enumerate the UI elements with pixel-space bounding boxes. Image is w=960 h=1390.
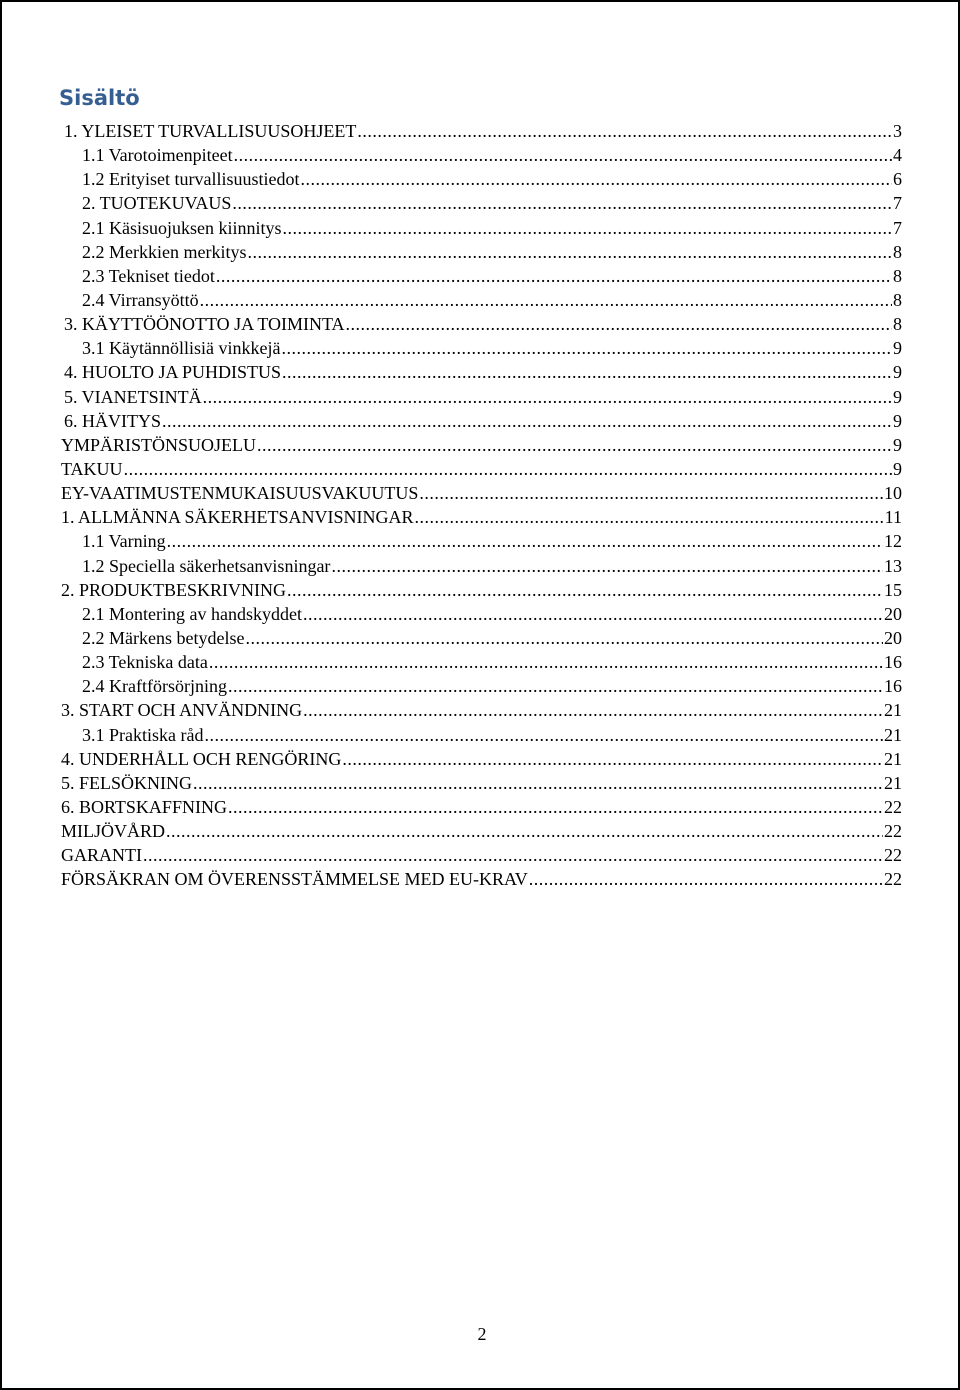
toc-entry-label: 5. FELSÖKNING	[61, 772, 193, 793]
toc-entry-page: 22	[884, 821, 902, 842]
toc-entry[interactable]	[61, 481, 902, 505]
toc-entry[interactable]	[61, 867, 902, 891]
toc-entry[interactable]	[61, 819, 902, 843]
toc-entry[interactable]	[61, 385, 902, 409]
toc-entry-page: 3	[893, 121, 902, 141]
toc-entry[interactable]	[61, 409, 902, 433]
toc-entry-label: 3. KÄYTTÖÖNOTTO JA TOIMINTA	[64, 314, 345, 335]
toc-entry-label: EY-VAATIMUSTENMUKAISUUSVAKUUTUS	[61, 483, 419, 504]
toc-entry-page: 8	[893, 265, 902, 286]
toc-entry-page: 7	[893, 217, 902, 238]
toc-entry[interactable]	[61, 312, 902, 336]
toc-dot-leader	[300, 167, 892, 191]
toc-entry-label: 6. BORTSKAFFNING	[61, 796, 227, 817]
toc-entry-page: 9	[893, 338, 902, 359]
toc-entry-label: 1.1 Varning	[82, 531, 166, 552]
toc-entry-label: 4. HUOLTO JA PUHDISTUS	[64, 362, 282, 383]
toc-entry-page: 9	[893, 410, 902, 431]
toc-entry-label: 4. UNDERHÅLL OCH RENGÖRING	[61, 748, 342, 769]
toc-entry[interactable]	[61, 795, 902, 819]
toc-dot-leader	[200, 288, 892, 312]
toc-entry-label: 5. VIANETSINTÄ	[64, 386, 202, 407]
toc-entry-page: 10	[884, 483, 902, 504]
toc-dot-leader	[287, 578, 883, 602]
toc-dot-leader	[357, 119, 892, 143]
toc-entry[interactable]	[61, 771, 902, 795]
toc-dot-leader	[303, 602, 883, 626]
toc-entry-page: 8	[893, 241, 902, 262]
toc-entry[interactable]	[61, 747, 902, 771]
toc-entry-page: 21	[884, 748, 902, 769]
toc-dot-leader	[166, 819, 883, 843]
toc-entry-label: 3.1 Käytännöllisiä vinkkejä	[82, 338, 281, 359]
page-number: 2	[477, 1324, 487, 1344]
toc-entry-label: 2. TUOTEKUVAUS	[82, 193, 232, 214]
toc-entry-label: 2. PRODUKTBESKRIVNING	[61, 579, 287, 600]
toc-entry-label: 1.2 Erityiset turvallisuustiedot	[82, 169, 300, 190]
toc-entry-page: 21	[884, 772, 902, 793]
toc-dot-leader	[342, 747, 883, 771]
toc-entry-label: 2.1 Montering av handskyddet	[82, 603, 302, 624]
toc-entry[interactable]	[61, 505, 902, 529]
toc-entry-page: 7	[893, 193, 902, 214]
toc-entry[interactable]	[61, 167, 902, 191]
toc-entry[interactable]	[61, 626, 902, 650]
toc-entry[interactable]	[61, 143, 902, 167]
toc-entry-page: 9	[893, 362, 902, 383]
toc-entry[interactable]	[61, 119, 902, 143]
toc-entry-label: 2.2 Merkkien merkitys	[82, 241, 247, 262]
toc-entry[interactable]	[61, 602, 902, 626]
toc-dot-leader	[331, 554, 883, 578]
toc-entry[interactable]	[61, 843, 902, 867]
toc-entry-page: 12	[884, 531, 902, 552]
toc-entry-label: 2.1 Käsisuojuksen kiinnitys	[82, 217, 282, 238]
toc-dot-leader	[415, 505, 884, 529]
toc-dot-leader	[245, 626, 883, 650]
toc-entry[interactable]	[61, 191, 902, 215]
toc-dot-leader	[282, 360, 892, 384]
toc-dot-leader	[203, 385, 892, 409]
toc-dot-leader	[209, 650, 883, 674]
toc-entry-page: 6	[893, 169, 902, 190]
toc-entry-page: 16	[884, 676, 902, 697]
toc-entry-page: 22	[884, 869, 902, 890]
toc-entry-label: 3. START OCH ANVÄNDNING	[61, 700, 303, 721]
toc-entry-page: 21	[884, 724, 902, 745]
toc-entry[interactable]	[61, 723, 902, 747]
toc-dot-leader	[232, 191, 892, 215]
toc-dot-leader	[204, 723, 883, 747]
toc-entry-label: 6. HÄVITYS	[64, 410, 161, 431]
toc-entry-label: 1.2 Speciella säkerhetsanvisningar	[82, 555, 331, 576]
toc-dot-leader	[216, 264, 892, 288]
toc-dot-leader	[419, 481, 883, 505]
toc-entry-label: 2.3 Tekniset tiedot	[82, 265, 215, 286]
toc-entry[interactable]	[61, 360, 902, 384]
toc-entry-page: 20	[884, 627, 902, 648]
toc-entry[interactable]	[61, 457, 902, 481]
toc-dot-leader	[346, 312, 892, 336]
toc-entry-label: YMPÄRISTÖNSUOJELU	[61, 434, 257, 455]
toc-entry-page: 15	[884, 579, 902, 600]
toc-entry-label: 2.2 Märkens betydelse	[82, 627, 245, 648]
toc-entry[interactable]	[61, 264, 902, 288]
toc-entry[interactable]	[61, 529, 902, 553]
toc-dot-leader	[167, 529, 883, 553]
toc-dot-leader	[228, 674, 883, 698]
toc-dot-leader	[283, 216, 892, 240]
toc-dot-leader	[193, 771, 883, 795]
toc-dot-leader	[124, 457, 892, 481]
toc-entry-page: 20	[884, 603, 902, 624]
toc-entry-page: 13	[884, 555, 902, 576]
toc-entry-label: 1. ALLMÄNNA SÄKERHETSANVISNINGAR	[61, 507, 414, 528]
toc-entry-label: 1. YLEISET TURVALLISUUSOHJEET	[64, 121, 357, 141]
toc-entry-label: 1.1 Varotoimenpiteet	[82, 145, 233, 166]
toc-dot-leader	[234, 143, 892, 167]
toc-entry-page: 9	[893, 434, 902, 455]
toc-entry-label: GARANTI	[61, 845, 142, 866]
toc-entry[interactable]	[61, 554, 902, 578]
toc-entry[interactable]	[61, 698, 902, 722]
toc-entry[interactable]	[61, 650, 902, 674]
toc-entry-page: 8	[893, 314, 902, 335]
toc-entry-page: 16	[884, 652, 902, 673]
toc-entry-page: 4	[893, 145, 902, 166]
toc-entry[interactable]	[61, 216, 902, 240]
toc-entry[interactable]	[61, 674, 902, 698]
toc-dot-leader	[247, 240, 892, 264]
toc-entry-label: FÖRSÄKRAN OM ÖVERENSSTÄMMELSE MED EU-KRAV	[61, 869, 528, 890]
toc-dot-leader	[162, 409, 892, 433]
toc-entry[interactable]	[61, 336, 902, 360]
toc-entry-label: TAKUU	[61, 458, 123, 479]
toc-entry[interactable]	[61, 288, 902, 312]
toc-dot-leader	[303, 698, 883, 722]
toc-entry-label: 2.3 Tekniska data	[82, 652, 208, 673]
toc-entry-label: 2.4 Kraftförsörjning	[82, 676, 227, 697]
table-of-contents	[61, 119, 902, 892]
toc-entry-page: 21	[884, 700, 902, 721]
toc-dot-leader	[143, 843, 883, 867]
toc-entry-page: 9	[893, 458, 902, 479]
toc-entry-label: 3.1 Praktiska råd	[82, 724, 204, 745]
toc-dot-leader	[228, 795, 883, 819]
toc-entry-page: 22	[884, 845, 902, 866]
toc-entry-page: 8	[893, 289, 902, 310]
toc-entry[interactable]	[61, 578, 902, 602]
toc-dot-leader	[257, 433, 892, 457]
toc-heading: Sisältö	[59, 86, 140, 110]
toc-entry-label: MILJÖVÅRD	[61, 821, 166, 842]
toc-entry-page: 22	[884, 796, 902, 817]
toc-entry[interactable]	[61, 433, 902, 457]
toc-entry-page: 9	[893, 386, 902, 407]
toc-dot-leader	[281, 336, 892, 360]
toc-entry-page: 11	[884, 507, 902, 528]
toc-dot-leader	[529, 867, 883, 891]
toc-entry-label: 2.4 Virransyöttö	[82, 289, 199, 310]
toc-entry[interactable]	[61, 240, 902, 264]
